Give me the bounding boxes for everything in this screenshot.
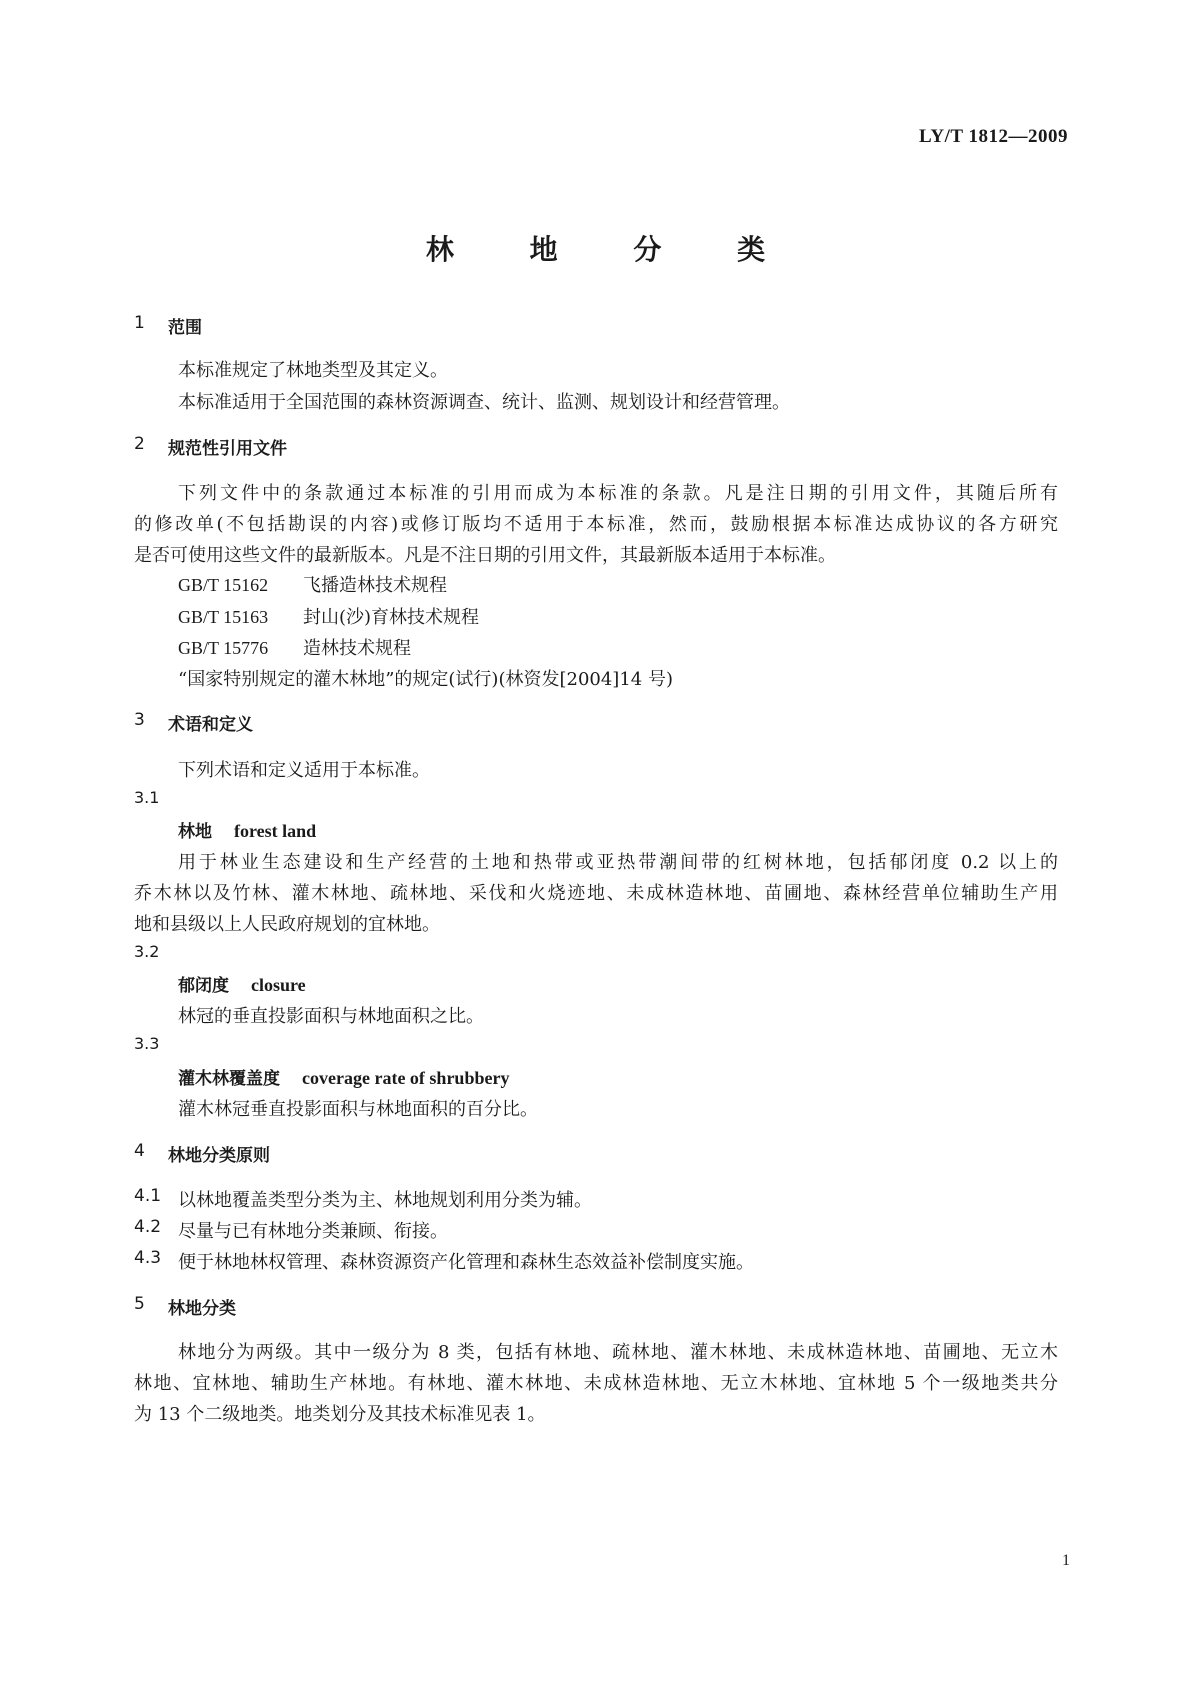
section-3-intro: 下列术语和定义适用于本标准。: [178, 760, 430, 781]
term-heading: [178, 971, 306, 996]
term-definition-line: 地和县级以上人民政府规划的宜林地。: [134, 914, 440, 935]
principle-text: 便于林地林权管理、森林资源资产化管理和森林生态效益补偿制度实施。: [178, 1252, 754, 1273]
principle-number: 4.3: [134, 1248, 162, 1268]
term-number: 3.1: [134, 788, 160, 807]
term-definition-line: 灌木林冠垂直投影面积与林地面积的百分比。: [178, 1099, 538, 1120]
page-number: 1: [1062, 1552, 1070, 1569]
term-chinese: 灌木林覆盖度: [178, 1069, 280, 1089]
document-title: 林 地 分 类: [425, 233, 799, 266]
term-english: coverage rate of shrubbery: [302, 1068, 510, 1088]
section-1-title: 范围: [168, 318, 202, 338]
section-5-title: 林地分类: [168, 1299, 236, 1319]
section-3-title: 术语和定义: [168, 715, 253, 735]
section-2-title: 规范性引用文件: [168, 439, 287, 459]
reference-extra: “国家特别规定的灌木林地”的规定(试行)(林资发[2004]14 号): [178, 669, 673, 690]
section-4-title: 林地分类原则: [168, 1146, 270, 1166]
section-2-paragraph-line: 的修改单(不包括勘误的内容)或修订版均不适用于本标准，然而，鼓励根据本标准达成协议的各方研究: [134, 514, 1058, 535]
section-1-paragraph-2: 本标准适用于全国范围的森林资源调查、统计、监测、规划设计和经营管理。: [178, 392, 790, 413]
term-chinese: 郁闭度: [178, 976, 229, 996]
section-5-paragraph-line: 为 13 个二级地类。地类划分及其技术标准见表 1。: [134, 1404, 546, 1425]
section-5-paragraph-line: 林地分为两级。其中一级分为 8 类，包括有林地、疏林地、灌木林地、未成林造林地、苗圃地、无立木: [178, 1342, 1058, 1363]
reference-item: [178, 603, 479, 629]
term-definition-line: 乔木林以及竹林、灌木林地、疏林地、采伐和火烧迹地、未成林造林地、苗圃地、森林经营单位辅助生产用: [134, 883, 1058, 904]
term-definition-line: 林冠的垂直投影面积与林地面积之比。: [178, 1006, 484, 1027]
principle-number: 4.2: [134, 1217, 162, 1237]
term-english: closure: [251, 975, 306, 995]
term-definition-line: 用于林业生态建设和生产经营的土地和热带或亚热带潮间带的红树林地，包括郁闭度 0.2 以上的: [178, 852, 1058, 873]
reference-code: GB/T 15163: [178, 607, 269, 627]
reference-name: 封山(沙)育林技术规程: [303, 607, 480, 628]
term-chinese: 林地: [178, 822, 212, 842]
section-1-number: 1: [134, 313, 145, 333]
term-number: 3.3: [134, 1034, 160, 1053]
standard-code: LY/T 1812—2009: [918, 126, 1068, 147]
reference-name: 飞播造林技术规程: [303, 575, 447, 596]
term-english: forest land: [234, 821, 317, 841]
section-2-paragraph-line: 是否可使用这些文件的最新版本。凡是不注日期的引用文件，其最新版本适用于本标准。: [134, 545, 836, 566]
term-number: 3.2: [134, 942, 160, 961]
reference-name: 造林技术规程: [303, 638, 411, 659]
principle-text: 以林地覆盖类型分类为主、林地规划利用分类为辅。: [178, 1190, 592, 1211]
reference-item: [178, 571, 447, 597]
reference-code: GB/T 15776: [178, 638, 269, 658]
section-5-paragraph-line: 林地、宜林地、辅助生产林地。有林地、灌木林地、未成林造林地、无立木林地、宜林地 5 个一级地类共分: [134, 1373, 1058, 1394]
section-2-number: 2: [134, 434, 145, 454]
principle-number: 4.1: [134, 1186, 162, 1206]
section-1-paragraph-1: 本标准规定了林地类型及其定义。: [178, 360, 448, 381]
section-4-number: 4: [134, 1141, 145, 1161]
principle-text: 尽量与已有林地分类兼顾、衔接。: [178, 1221, 448, 1242]
reference-item: [178, 634, 411, 660]
term-heading: [178, 1064, 509, 1089]
section-2-paragraph-line: 下列文件中的条款通过本标准的引用而成为本标准的条款。凡是注日期的引用文件，其随后所有: [178, 483, 1058, 504]
section-3-number: 3: [134, 710, 145, 730]
term-heading: [178, 817, 316, 842]
section-5-number: 5: [134, 1294, 145, 1314]
reference-code: GB/T 15162: [178, 575, 269, 595]
